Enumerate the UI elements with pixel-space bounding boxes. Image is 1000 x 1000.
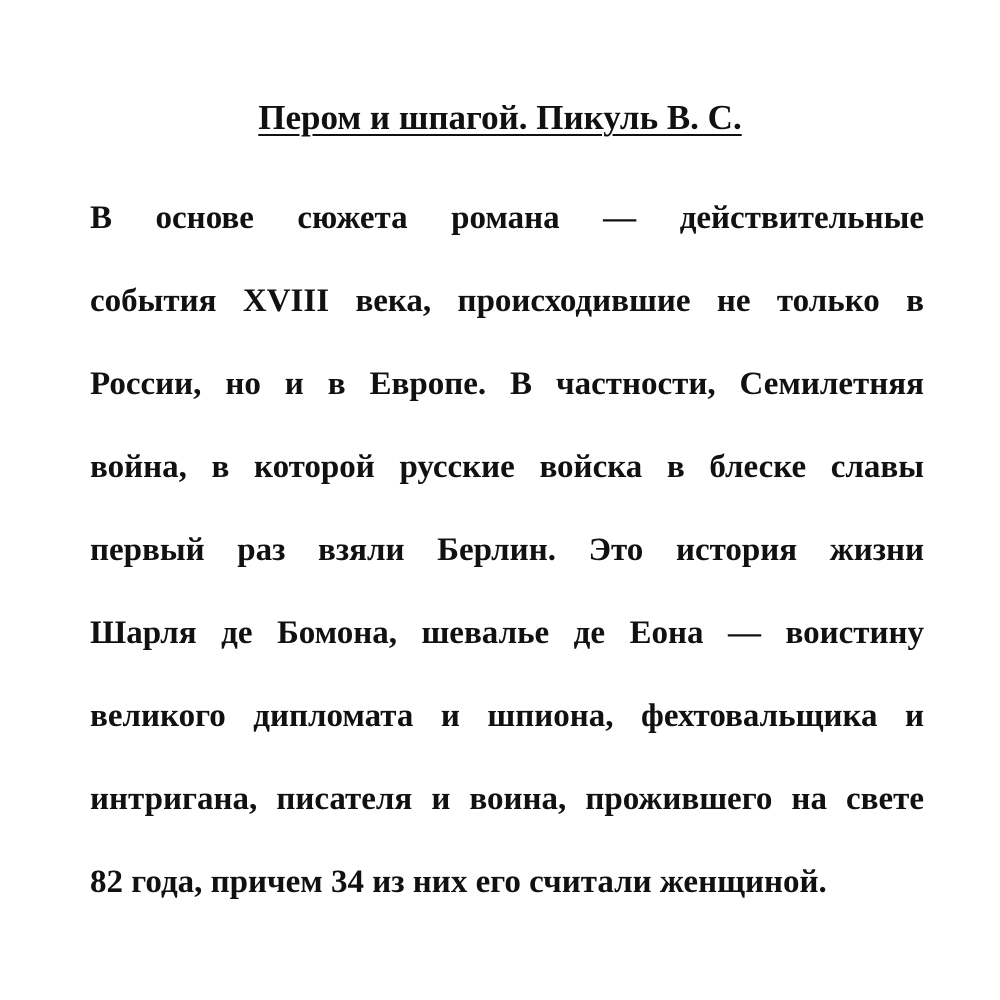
paragraph-line: России, но и в Европе. В частности, Семилетняя — [90, 366, 924, 402]
paragraph-line: война, в которой русские войска в блеске славы — [90, 449, 924, 485]
paragraph-line: В основе сюжета романа — действительные — [90, 200, 924, 236]
paragraph-line: великого дипломата и шпиона, фехтовальщика и — [90, 698, 924, 734]
paragraph-line: 82 года, причем 34 из них его считали женщиной. — [90, 864, 827, 900]
paragraph-line: первый раз взяли Берлин. Это история жизни — [90, 532, 924, 568]
paragraph-line: события XVIII века, происходившие не только в — [90, 283, 924, 319]
document-title: Пером и шпагой. Пикуль В. С. — [258, 98, 742, 137]
description-paragraph — [90, 196, 924, 943]
paragraph-line: интригана, писателя и воина, прожившего на свете — [90, 781, 924, 817]
paragraph-line: Шарля де Бомона, шевалье де Еона — воистину — [90, 615, 924, 651]
